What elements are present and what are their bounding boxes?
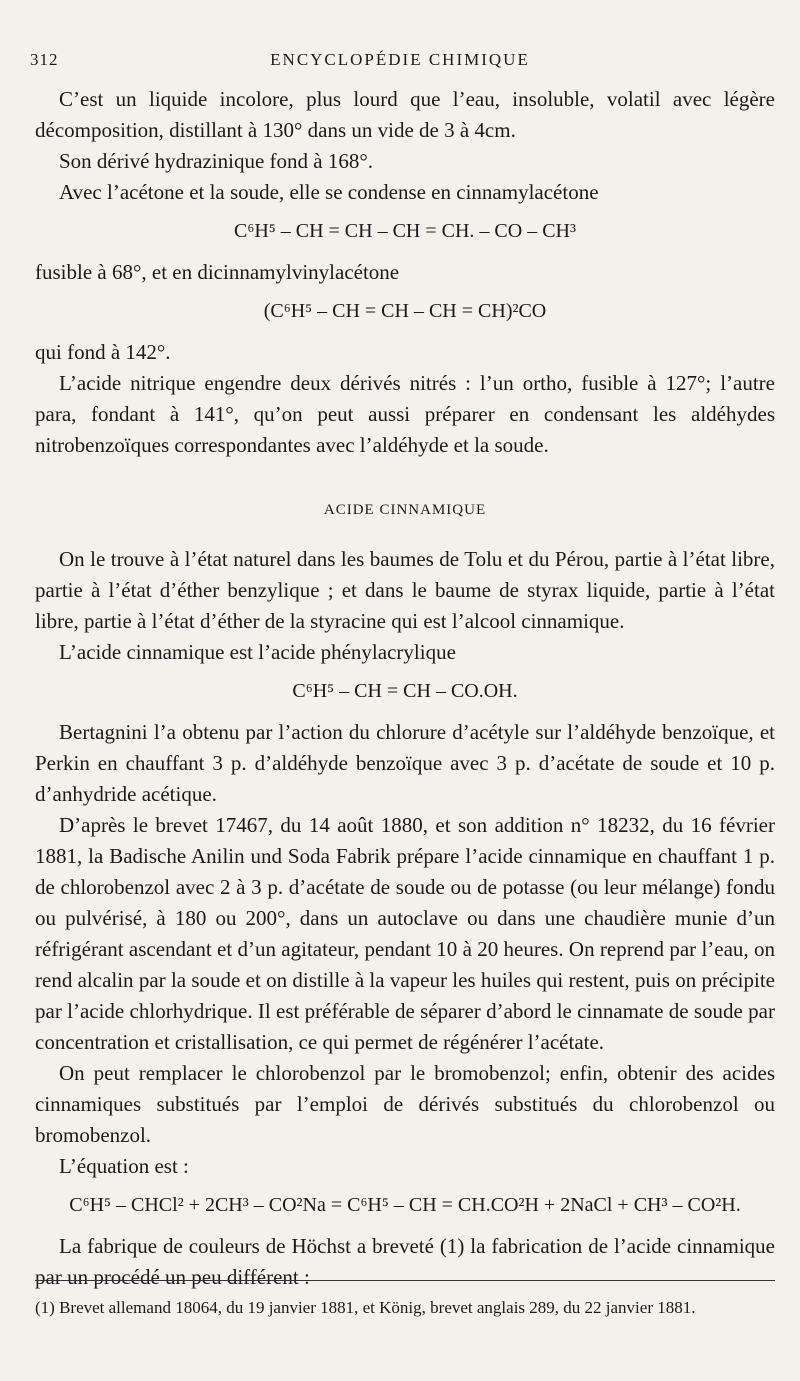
page-body <box>35 84 775 1293</box>
paragraph: L’équation est : <box>59 1154 189 1178</box>
footnote-rule <box>35 1280 775 1281</box>
paragraph: L’acide nitrique engendre deux dérivés nitrés : l’un ortho, fusible à 127°; l’autre para, fondant à 141°, qu’on peut aussi préparer en condensant les aldéhydes nitrobenzoïques correspondantes avec l’aldéhyde et la soude. <box>35 371 775 457</box>
paragraph: qui fond à 142°. <box>35 340 171 364</box>
running-title: ENCYCLOPÉDIE CHIMIQUE <box>270 50 530 69</box>
paragraph: On le trouve à l’état naturel dans les baumes de Tolu et du Pérou, partie à l’état libre, partie à l’état d’éther benzylique ; et dans le baume de styrax liquide, partie à l’état libre, partie à l’état d’éther de la styracine qui est l’alcool cinnamique. <box>35 547 775 633</box>
chemical-formula: C⁶H⁵ – CH = CH – CH = CH. – CO – CH³ <box>234 220 576 242</box>
paragraph: fusible à 68°, et en dicinnamylvinylacétone <box>35 260 400 284</box>
chemical-formula: (C⁶H⁵ – CH = CH – CH = CH)²CO <box>263 300 547 322</box>
paragraph: L’acide cinnamique est l’acide phénylacrylique <box>59 640 456 664</box>
page-number: 312 <box>30 50 59 69</box>
paragraph: Bertagnini l’a obtenu par l’action du chlorure d’acétyle sur l’aldéhyde benzoïque, et Perkin en chauffant 3 p. d’aldéhyde benzoïque avec 3 p. d’acétate de soude et 10 p. d’anhydride acétique. <box>35 720 775 806</box>
chemical-equation: C⁶H⁵ – CHCl² + 2CH³ – CO²Na = C⁶H⁵ – CH = CH.CO²H + 2NaCl + CH³ – CO²H. <box>69 1194 741 1216</box>
chemical-formula: C⁶H⁵ – CH = CH – CO.OH. <box>292 680 518 702</box>
paragraph: C’est un liquide incolore, plus lourd que l’eau, insoluble, volatil avec légère décomposition, distillant à 130° dans un vide de 3 à 4cm. <box>35 87 775 142</box>
paragraph: Avec l’acétone et la soude, elle se condense en cinnamylacétone <box>59 180 599 204</box>
paragraph: D’après le brevet 17467, du 14 août 1880, et son addition n° 18232, du 16 février 1881, la Badische Anilin und Soda Fabrik prépare l’acide cinnamique en chauffant 1 p. de chlorobenzol avec 2 à 3 p. d’acétate de soude ou de potasse (ou leur mélange) fondu ou pulvérisé, à 180 ou 200°, dans un autoclave ou dans une chaudière munie d’un réfrigérant ascendant et d’un agitateur, pendant 10 à 20 heures. On reprend par l’eau, on rend alcalin par la soude et on distille à la vapeur les huiles qui restent, puis on précipite par l’acide chlorhydrique. Il est préférable de séparer d’abord le cinnamate de soude par concentration et cristallisation, ce qui permet de régénérer l’acétate. <box>35 813 775 1054</box>
paragraph: La fabrique de couleurs de Höchst a breveté (1) la fabrication de l’acide cinnamique par un procédé un peu différent : <box>35 1234 775 1289</box>
paragraph: On peut remplacer le chlorobenzol par le bromobenzol; enfin, obtenir des acides cinnamiques substitués par l’emploi de dérivés substitués du chlorobenzol ou bromobenzol. <box>35 1061 775 1147</box>
paragraph: Son dérivé hydrazinique fond à 168°. <box>59 149 373 173</box>
section-title: ACIDE CINNAMIQUE <box>323 502 487 518</box>
footnote: (1) Brevet allemand 18064, du 19 janvier 1881, et König, brevet anglais 289, du 22 janvier 1881. <box>35 1298 696 1317</box>
